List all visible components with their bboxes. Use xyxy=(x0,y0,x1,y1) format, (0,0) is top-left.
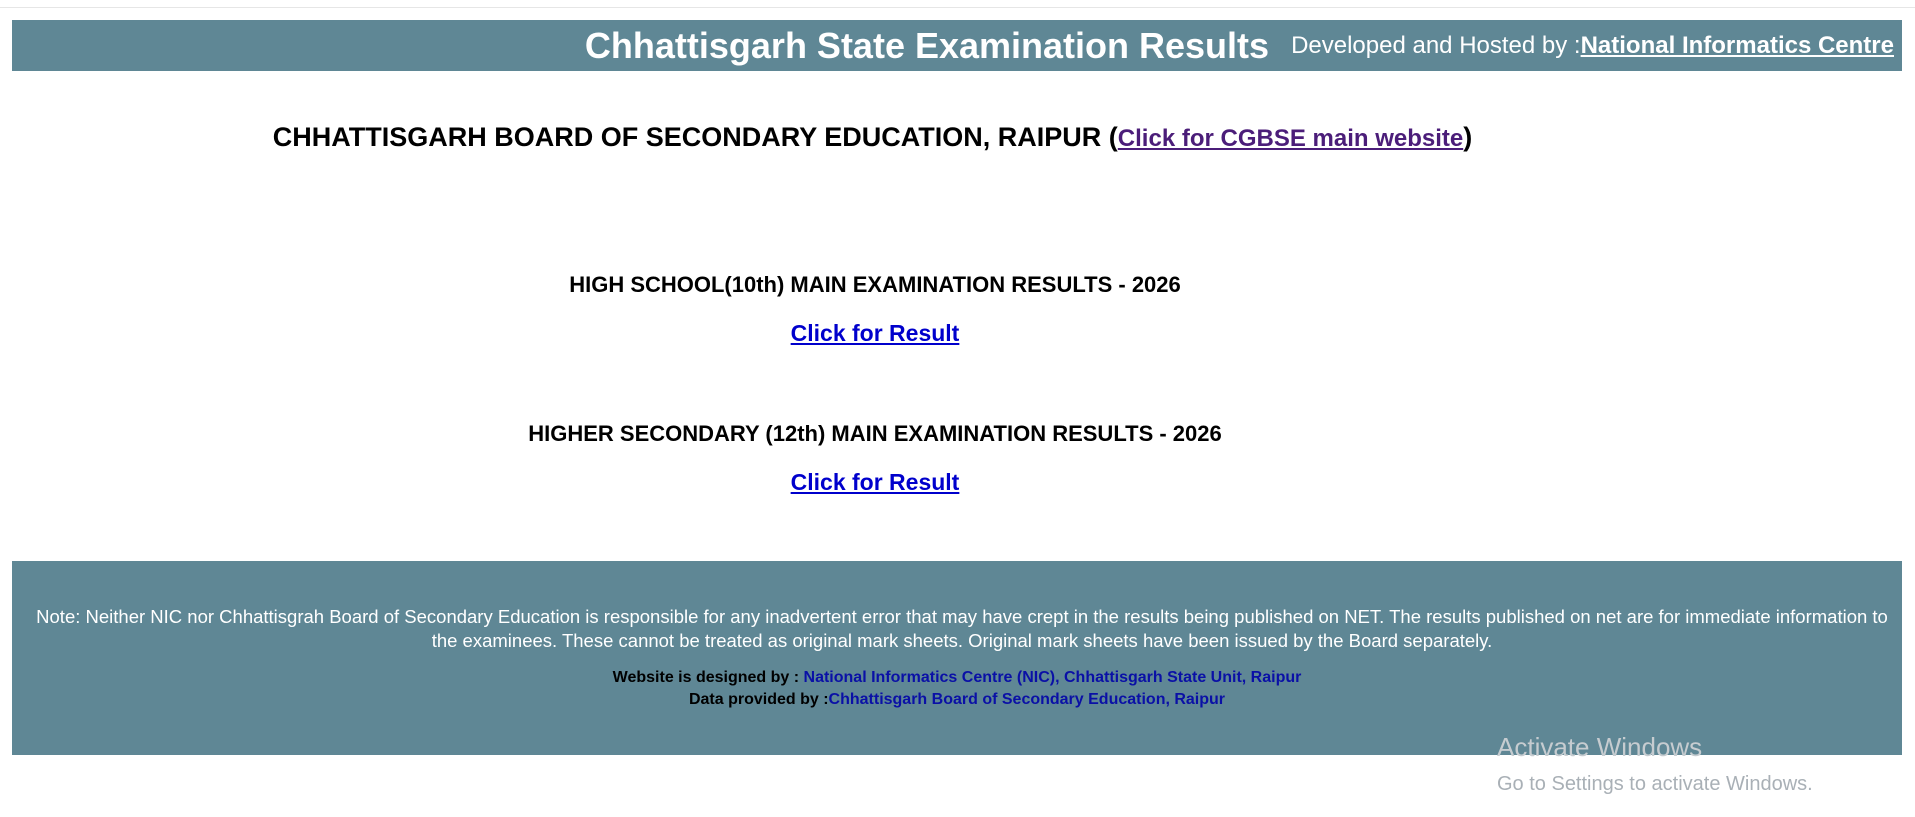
board-name: CHHATTISGARH BOARD OF SECONDARY EDUCATION, RAIPUR xyxy=(272,122,1102,152)
designed-by-value: National Informatics Centre (NIC), Chhattisgarh State Unit, Raipur xyxy=(803,669,1302,687)
site-title: Chhattisgarh State Examination Results xyxy=(584,24,1270,66)
nic-link[interactable]: National Informatics Centre xyxy=(1580,31,1894,59)
higher-secondary-result-link[interactable]: Click for Result xyxy=(790,469,960,495)
footer xyxy=(12,561,1902,755)
watermark-title: Activate Windows xyxy=(1497,732,1703,762)
designed-by-label: Website is designed by : xyxy=(612,669,804,687)
data-provided-line xyxy=(32,689,1882,711)
credits xyxy=(32,667,1882,710)
high-school-result-link[interactable]: Click for Result xyxy=(790,320,960,346)
board-heading xyxy=(0,122,1915,153)
watermark-subtitle: Go to Settings to activate Windows. xyxy=(1497,773,1813,795)
high-school-title: HIGH SCHOOL(10th) MAIN EXAMINATION RESULTS - 2026 xyxy=(569,272,1181,297)
disclaimer-note: Note: Neither NIC nor Chhattisgrah Board of Secondary Education is responsible for any inadvertent error that may have crept in the results being published on NET. The results published on net are for immediate information to the examinees. These cannot be treated as original mark sheets. Original mark sheets have been issued by the Board separately. xyxy=(36,606,1888,652)
windows-activation-watermark xyxy=(1497,732,1813,796)
developed-by-label: Developed and Hosted by : xyxy=(1291,31,1581,59)
high-school-section xyxy=(0,272,1915,347)
data-provided-value: Chhattisgarh Board of Secondary Education, Raipur xyxy=(828,690,1226,708)
designed-by-line xyxy=(32,667,1882,689)
close-paren: ) xyxy=(1463,122,1473,152)
higher-secondary-title: HIGHER SECONDARY (12th) MAIN EXAMINATION RESULTS - 2026 xyxy=(528,421,1222,446)
open-paren: ( xyxy=(1108,122,1118,152)
top-divider xyxy=(0,7,1915,8)
data-provided-label: Data provided by : xyxy=(688,690,829,708)
cgbse-website-link[interactable]: Click for CGBSE main website xyxy=(1117,125,1464,152)
header-bar xyxy=(12,20,1902,71)
higher-secondary-section xyxy=(0,421,1915,496)
